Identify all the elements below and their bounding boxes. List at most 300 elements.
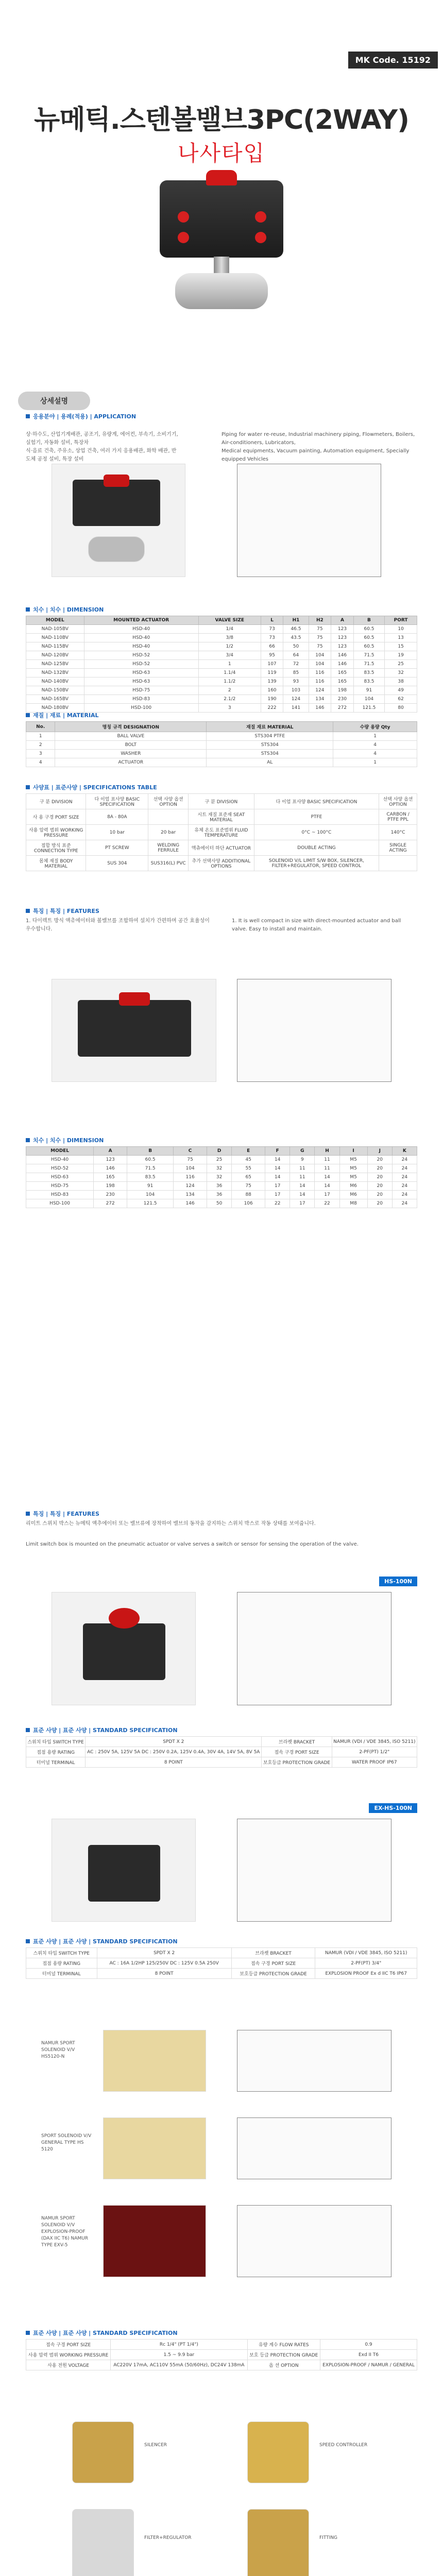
table-header-cell: H2 bbox=[309, 616, 331, 625]
table-cell: 107 bbox=[261, 660, 283, 669]
table-cell: 0°C ~ 100°C bbox=[254, 825, 379, 840]
table-cell: EXPLOSION PROOF Ex d IIC T6 IP67 bbox=[315, 1969, 417, 1979]
table-cell: 14 bbox=[290, 1182, 315, 1191]
actuator-drawing bbox=[237, 979, 391, 1082]
table-cell: 60.5 bbox=[353, 625, 384, 634]
table-cell: 11 bbox=[290, 1173, 315, 1182]
table-header-cell: MOUNTED ACTUATOR bbox=[84, 616, 198, 625]
table-cell: 접속 구경 PORT SIZE bbox=[262, 1747, 332, 1757]
table-cell: 116 bbox=[309, 669, 331, 677]
table-cell: 터미널 TERMINAL bbox=[26, 1969, 97, 1979]
table-row bbox=[26, 741, 417, 750]
table-cell: 2-PF(PT) 3/4" bbox=[315, 1958, 417, 1969]
table-cell: 구 분 DIVISION bbox=[189, 794, 254, 809]
table-cell: 165 bbox=[331, 669, 354, 677]
application-heading: 응용분야 | 용례(적용) | APPLICATION bbox=[26, 412, 136, 420]
table-cell: 구 분 DIVISION bbox=[26, 794, 86, 809]
table-header-cell: H1 bbox=[283, 616, 309, 625]
table-cell: 20 bbox=[367, 1199, 392, 1208]
table-cell: 보호 등급 PROTECTION GRADE bbox=[247, 2350, 320, 2360]
table-cell: 14 bbox=[265, 1173, 290, 1182]
table-row bbox=[26, 2350, 417, 2360]
table-row bbox=[26, 1969, 417, 1979]
table-cell: HSD-100 bbox=[26, 1199, 94, 1208]
accessory-photo-2 bbox=[247, 2421, 309, 2483]
table-row bbox=[26, 677, 417, 686]
table-cell: 62 bbox=[385, 695, 417, 704]
spec3-heading: 표준 사양 | 표준 사양 | STANDARD SPECIFICATION bbox=[26, 2329, 178, 2337]
table-cell: 13 bbox=[385, 634, 417, 642]
table-cell: 14 bbox=[315, 1182, 339, 1191]
table-header-cell: A bbox=[331, 616, 354, 625]
dimension2-table bbox=[26, 1146, 417, 1208]
table-cell: 접점 용량 RATING bbox=[26, 1958, 97, 1969]
accessory-photo-1 bbox=[72, 2421, 134, 2483]
table-cell: NAD-140BV bbox=[26, 677, 84, 686]
table-header-cell: E bbox=[232, 1147, 265, 1156]
table-header-cell: MODEL bbox=[26, 1147, 94, 1156]
actuator-body-photo bbox=[78, 1000, 191, 1057]
table-cell: 75 bbox=[309, 634, 331, 642]
table-cell: 2-PF(PT) 1/2" bbox=[332, 1747, 417, 1757]
table-header-cell: MODEL bbox=[26, 616, 84, 625]
table-cell: 134 bbox=[309, 695, 331, 704]
table-cell: NAD-110BV bbox=[26, 634, 84, 642]
table-cell: 85 bbox=[283, 669, 309, 677]
table-cell: NAD-180BV bbox=[26, 704, 84, 713]
features1-ko: 1. 다이렉트 방식 액츄에이터와 볼밸브를 조합하여 설치가 간편하며 공간 효율성이 우수합니다. bbox=[26, 918, 210, 932]
table-cell: DOUBLE ACTING bbox=[254, 840, 379, 856]
actuator-photo-large bbox=[52, 979, 216, 1082]
table-cell: STS304 PTFE bbox=[207, 732, 333, 741]
features1-heading: 특징 | 특징 | FEATURES bbox=[26, 907, 99, 915]
table-cell: M6 bbox=[339, 1182, 367, 1191]
table-cell: NAMUR (VDI / VDE 3845, ISO 5211) bbox=[332, 1737, 417, 1747]
actuator-port-dot bbox=[255, 211, 266, 223]
table-cell: 124 bbox=[283, 695, 309, 704]
table-cell: 272 bbox=[94, 1199, 127, 1208]
table-header-cell: B bbox=[127, 1147, 174, 1156]
table-cell: 15 bbox=[385, 642, 417, 651]
table-cell: WASHER bbox=[55, 750, 207, 758]
table-cell: 11 bbox=[290, 1164, 315, 1173]
table-header-cell: B bbox=[353, 616, 384, 625]
limit1-model-tag: HS-100N bbox=[379, 1577, 417, 1586]
table-cell: 80 bbox=[385, 704, 417, 713]
table-cell: HSD-75 bbox=[84, 686, 198, 695]
table-cell: PT SCREW bbox=[86, 840, 148, 856]
table-cell: 20 bar bbox=[148, 825, 189, 840]
table-cell: 사용 압력 범위 WORKING PRESSURE bbox=[26, 2350, 111, 2360]
table-cell: 60.5 bbox=[353, 642, 384, 651]
table-cell: 사 용 구경 PORT SIZE bbox=[26, 809, 86, 825]
table-cell: M8 bbox=[339, 1199, 367, 1208]
table-header-cell: C bbox=[174, 1147, 207, 1156]
table-cell: 190 bbox=[261, 695, 283, 704]
table-cell: 32 bbox=[207, 1173, 232, 1182]
table-row bbox=[26, 1958, 417, 1969]
limit2-spec-table bbox=[26, 1947, 417, 1979]
table-cell: 3 bbox=[26, 750, 55, 758]
table-cell: 38 bbox=[385, 677, 417, 686]
table-row bbox=[26, 634, 417, 642]
explosion-proof-switch-photo bbox=[52, 1819, 196, 1922]
spec3-table bbox=[26, 2339, 417, 2370]
table-header-cell: K bbox=[392, 1147, 417, 1156]
accessory-label-1: SILENCER bbox=[144, 2443, 167, 2448]
table-cell: 17 bbox=[290, 1199, 315, 1208]
table-header-cell: D bbox=[207, 1147, 232, 1156]
table-cell: SPDT X 2 bbox=[97, 1948, 231, 1958]
solenoid-drawing-2 bbox=[237, 2117, 391, 2179]
table-cell: 140°C bbox=[379, 825, 417, 840]
table-cell: SUS 304 bbox=[86, 856, 148, 871]
table-cell: 124 bbox=[174, 1182, 207, 1191]
table-cell: 75 bbox=[309, 625, 331, 634]
table-cell: 104 bbox=[174, 1164, 207, 1173]
table-cell: 119 bbox=[261, 669, 283, 677]
table-cell: 116 bbox=[309, 677, 331, 686]
table-row bbox=[26, 660, 417, 669]
table-cell: 3/4 bbox=[198, 651, 261, 660]
table-cell: 71.5 bbox=[353, 651, 384, 660]
table-cell: NAD-120BV bbox=[26, 651, 84, 660]
table-cell: 1/2 bbox=[198, 642, 261, 651]
table-cell: 1.5 ~ 9.9 bar bbox=[111, 2350, 247, 2360]
table-cell: 옵 션 OPTION bbox=[247, 2360, 320, 2370]
table-cell: 추가 선택사양 ADDITIONAL OPTIONS bbox=[189, 856, 254, 871]
table-cell: 146 bbox=[94, 1164, 127, 1173]
table-row bbox=[26, 642, 417, 651]
detail-section-label: 상세설명 bbox=[18, 392, 90, 410]
table-cell: BOLT bbox=[55, 741, 207, 750]
table-cell: 14 bbox=[265, 1164, 290, 1173]
accessory-label-2: SPEED CONTROLLER bbox=[319, 2443, 368, 2448]
table-cell: 2 bbox=[198, 686, 261, 695]
table-cell: 스위치 타입 SWITCH TYPE bbox=[26, 1737, 86, 1747]
table-cell: 104 bbox=[353, 695, 384, 704]
table-cell: M6 bbox=[339, 1191, 367, 1199]
accessory-photo-3 bbox=[72, 2509, 134, 2576]
table-cell: 123 bbox=[331, 634, 354, 642]
table-cell: 146 bbox=[309, 704, 331, 713]
table-cell: HSD-40 bbox=[26, 1156, 94, 1164]
table-header-cell: No. bbox=[26, 722, 55, 732]
table-cell: 24 bbox=[392, 1164, 417, 1173]
solenoid-label-1: NAMUR SPORT SOLENOID V/V HS5120-N bbox=[41, 2041, 75, 2059]
table-cell: 123 bbox=[331, 642, 354, 651]
table-cell: HSD-52 bbox=[26, 1164, 94, 1173]
table-cell: 230 bbox=[331, 695, 354, 704]
table-cell: NAD-125BV bbox=[26, 660, 84, 669]
table-row bbox=[26, 625, 417, 634]
limit-switch-indicator bbox=[109, 1608, 140, 1629]
table-cell: 접속 구경 PORT SIZE bbox=[231, 1958, 315, 1969]
table-cell: 106 bbox=[232, 1199, 265, 1208]
solenoid-photo-1 bbox=[103, 2030, 206, 2092]
table-cell: 터미널 TERMINAL bbox=[26, 1757, 86, 1768]
application-ko bbox=[26, 431, 180, 464]
table-cell: 1 bbox=[333, 758, 417, 767]
limit1-heading: 표준 사양 | 표준 사양 | STANDARD SPECIFICATION bbox=[26, 1726, 178, 1734]
ex-switch-drawing bbox=[237, 1819, 391, 1922]
application-ko-line2: 식·음료 건축, 주유소, 상업 건축, 여러 가지 응용배관, 화학 배관, 반도체 공정 설비, 특장 설비 bbox=[26, 448, 177, 462]
table-cell: HSD-63 bbox=[84, 677, 198, 686]
table-cell: STS304 bbox=[207, 750, 333, 758]
table-cell: 123 bbox=[331, 625, 354, 634]
table-cell: SUS316(L) PVC bbox=[148, 856, 189, 871]
table-cell: AC : 250V 5A, 125V 5A DC : 250V 0.2A, 125V 0.4A, 30V 4A, 14V 5A, 8V 5A bbox=[86, 1747, 262, 1757]
table-cell: 146 bbox=[174, 1199, 207, 1208]
hero-product-image bbox=[129, 170, 314, 325]
table-cell: HSD-40 bbox=[84, 634, 198, 642]
limit1-spec-table bbox=[26, 1736, 417, 1768]
table-header-cell: A bbox=[94, 1147, 127, 1156]
table-cell: 보호등급 PROTECTION GRADE bbox=[262, 1757, 332, 1768]
table-cell: 36 bbox=[207, 1191, 232, 1199]
table-cell: 4 bbox=[333, 750, 417, 758]
table-cell: EXPLOSION-PROOF / NAMUR / GENERAL bbox=[320, 2360, 417, 2370]
table-row bbox=[26, 695, 417, 704]
product-title: 뉴메틱.스텐볼밸브3PC(2WAY) bbox=[34, 105, 409, 135]
table-row bbox=[26, 669, 417, 677]
table-cell: 14 bbox=[315, 1173, 339, 1182]
table-cell: 8 POINT bbox=[86, 1757, 262, 1768]
solenoid-label-2: SPORT SOLENOID V/V GENERAL TYPE HS 5120 bbox=[41, 2133, 92, 2152]
table-cell: SINGLE ACTING bbox=[379, 840, 417, 856]
table-cell: BALL VALVE bbox=[55, 732, 207, 741]
table-cell: 1.1/2 bbox=[198, 677, 261, 686]
table-cell: 93 bbox=[283, 677, 309, 686]
table-cell: 123 bbox=[94, 1156, 127, 1164]
table-cell: 브라켓 BRACKET bbox=[262, 1737, 332, 1747]
table-cell: M5 bbox=[339, 1164, 367, 1173]
table-cell: 32 bbox=[207, 1164, 232, 1173]
table-cell: SPDT X 2 bbox=[86, 1737, 262, 1747]
table-cell: 60.5 bbox=[353, 634, 384, 642]
table-cell: 24 bbox=[392, 1199, 417, 1208]
table-cell: 보호등급 PROTECTION GRADE bbox=[231, 1969, 315, 1979]
table-cell: 103 bbox=[283, 686, 309, 695]
table-cell: 73 bbox=[261, 634, 283, 642]
table-cell: 73 bbox=[261, 625, 283, 634]
table-cell: HSD-52 bbox=[84, 660, 198, 669]
table-cell: 64 bbox=[283, 651, 309, 660]
table-cell: HSD-40 bbox=[84, 625, 198, 634]
application-en bbox=[222, 431, 417, 464]
limit-switch-photo bbox=[52, 1592, 196, 1705]
table-cell: AC : 16A 1/2HP 125/250V DC : 125V 0.5A 250V bbox=[97, 1958, 231, 1969]
solenoid-photo-2 bbox=[103, 2117, 206, 2179]
table-cell: NAD-165BV bbox=[26, 695, 84, 704]
table-cell: 11 bbox=[315, 1156, 339, 1164]
product-subtitle: 나사타입 bbox=[177, 141, 266, 166]
table-cell: 160 bbox=[261, 686, 283, 695]
table-cell: 17 bbox=[265, 1182, 290, 1191]
table-cell: 선택 사양 옵션 OPTION bbox=[148, 794, 189, 809]
table-cell: 104 bbox=[309, 651, 331, 660]
table-cell: WATER PROOF IP67 bbox=[332, 1757, 417, 1768]
table-cell: 121.5 bbox=[127, 1199, 174, 1208]
table-cell: 19 bbox=[385, 651, 417, 660]
table-cell: 사용 전원 VOLTAGE bbox=[26, 2360, 111, 2370]
dimension2-heading: 치수 | 치수 | DIMENSION bbox=[26, 1136, 104, 1144]
table-cell: NAD-150BV bbox=[26, 686, 84, 695]
table-cell: 139 bbox=[261, 677, 283, 686]
table-cell: 104 bbox=[309, 660, 331, 669]
table-cell: 124 bbox=[309, 686, 331, 695]
table-cell: 165 bbox=[331, 677, 354, 686]
table-cell: 다 이엄 표사양 BASIC SPECIFICATION bbox=[254, 794, 379, 809]
table-cell: PTFE bbox=[254, 809, 379, 825]
table-cell: AC220V 17mA, AC110V 55mA (50/60Hz), DC24V 138mA bbox=[111, 2360, 247, 2370]
application-en-line1: Piping for water re-reuse, Industrial machinery piping, Flowmeters, Boilers, Air-conditioners, Lubricators, bbox=[222, 432, 415, 446]
table-header-cell: 재질 재료 MATERIAL bbox=[207, 722, 333, 732]
solenoid-drawing-1 bbox=[237, 2030, 391, 2092]
table-cell: 198 bbox=[94, 1182, 127, 1191]
table-cell: 10 bbox=[385, 625, 417, 634]
material-heading: 재질 | 재료 | MATERIAL bbox=[26, 711, 99, 719]
table-cell: 32 bbox=[385, 669, 417, 677]
solenoid-label-3: NAMUR SPORT SOLENOID V/V EXPLOSION-PROOF (DAX IIC T6) NAMUR TYPE EXV-5 bbox=[41, 2216, 89, 2248]
actuator-port-dot bbox=[255, 232, 266, 243]
table-cell: 272 bbox=[331, 704, 354, 713]
table-cell: AL bbox=[207, 758, 333, 767]
table-header-cell: 수량 용량 Qty bbox=[333, 722, 417, 732]
table-row bbox=[26, 856, 417, 871]
table-cell: 50 bbox=[207, 1199, 232, 1208]
table-cell: 1 bbox=[333, 732, 417, 741]
limit-switch-body bbox=[83, 1623, 165, 1680]
table-cell: 24 bbox=[392, 1182, 417, 1191]
table-cell: 43.5 bbox=[283, 634, 309, 642]
table-cell: 20 bbox=[367, 1164, 392, 1173]
table-row bbox=[26, 1948, 417, 1958]
table-cell: 24 bbox=[392, 1173, 417, 1182]
table-cell: 1.1/4 bbox=[198, 669, 261, 677]
table-cell: 2.1/2 bbox=[198, 695, 261, 704]
table-cell: HSD-63 bbox=[26, 1173, 94, 1182]
table-cell: ACTUATOR bbox=[55, 758, 207, 767]
table-cell: 36 bbox=[207, 1182, 232, 1191]
table-cell: 0.9 bbox=[320, 2340, 417, 2350]
table-cell: 접점 용량 RATING bbox=[26, 1747, 86, 1757]
table-cell: 20 bbox=[367, 1191, 392, 1199]
table-cell: HSD-52 bbox=[84, 651, 198, 660]
table-cell: 브라켓 BRACKET bbox=[231, 1948, 315, 1958]
table-row bbox=[26, 1191, 417, 1199]
table-row bbox=[26, 750, 417, 758]
solenoid-drawing-3 bbox=[237, 2205, 391, 2277]
product-photo-small bbox=[52, 464, 185, 577]
table-cell: 사용 압력 범위 WORKING PRESSURE bbox=[26, 825, 86, 840]
table-cell bbox=[148, 809, 189, 825]
dimension1-heading: 치수 | 치수 | DIMENSION bbox=[26, 605, 104, 614]
actuator-port-dot bbox=[178, 211, 189, 223]
table-row bbox=[26, 758, 417, 767]
table-cell: 83.5 bbox=[127, 1173, 174, 1182]
table-row bbox=[26, 809, 417, 825]
table-cell: 65 bbox=[232, 1173, 265, 1182]
table-cell: 198 bbox=[331, 686, 354, 695]
table-cell: CARBON / PTFE PPL bbox=[379, 809, 417, 825]
table-header-cell: G bbox=[290, 1147, 315, 1156]
table-header-cell: 명칭 규격 DESIGNATION bbox=[55, 722, 207, 732]
table-cell: 11 bbox=[315, 1164, 339, 1173]
table-cell: 24 bbox=[392, 1191, 417, 1199]
table-cell: 83.5 bbox=[353, 669, 384, 677]
limit2-model-tag: EX-HS-100N bbox=[369, 1803, 417, 1813]
table-cell: 4 bbox=[26, 758, 55, 767]
table-cell: 17 bbox=[265, 1191, 290, 1199]
table-cell: 91 bbox=[127, 1182, 174, 1191]
actuator-indicator bbox=[206, 170, 237, 185]
table-cell: M5 bbox=[339, 1156, 367, 1164]
table-cell: 20 bbox=[367, 1173, 392, 1182]
table-header-cell: F bbox=[265, 1147, 290, 1156]
table-cell: 46.5 bbox=[283, 625, 309, 634]
table-cell: 1 bbox=[198, 660, 261, 669]
table-cell: SOLENOID V/L LIMIT S/W BOX, SILENCER, FILTER+REGULATOR, SPEED CONTROL bbox=[254, 856, 379, 871]
table-cell: 스위치 타입 SWITCH TYPE bbox=[26, 1948, 97, 1958]
table-cell: 액츄에이터 하단 ACTUATOR bbox=[189, 840, 254, 856]
table-header-cell: H bbox=[315, 1147, 339, 1156]
table-cell: 17 bbox=[315, 1191, 339, 1199]
table-cell: 165 bbox=[94, 1173, 127, 1182]
features2-ko: 리미트 스위치 박스는 뉴메틱 액추에이터 또는 밸브류에 장착하여 밸브의 동작을 감지하는 스위치 박스로 작동 상태를 보여줍니다. bbox=[26, 1521, 316, 1527]
table-cell: 75 bbox=[174, 1156, 207, 1164]
table-cell: 72 bbox=[283, 660, 309, 669]
table-cell: STS304 bbox=[207, 741, 333, 750]
table-cell: NAMUR (VDI / VDE 3845, ISO 5211) bbox=[315, 1948, 417, 1958]
application-en-line2: Medical equipments, Vacuum painting, Automation equipment, Specially equipped Vehicles bbox=[222, 448, 410, 462]
table-cell: 71.5 bbox=[127, 1164, 174, 1173]
features2-en: Limit switch box is mounted on the pneumatic actuator or valve serves a switch or sensor for sensing the operation of the valve. bbox=[26, 1541, 359, 1547]
table-cell: 3/8 bbox=[198, 634, 261, 642]
table-row bbox=[26, 794, 417, 809]
solenoid-photo-3 bbox=[103, 2205, 206, 2277]
table-row bbox=[26, 1156, 417, 1164]
table-cell: WELDING FERRULE bbox=[148, 840, 189, 856]
table-row bbox=[26, 2340, 417, 2350]
table-cell: HSD-83 bbox=[84, 695, 198, 704]
table-cell: 14 bbox=[290, 1191, 315, 1199]
table-cell: 시트 재질 표준재 SEAT MATERIAL bbox=[189, 809, 254, 825]
mk-code-badge: MK Code. 15192 bbox=[348, 52, 438, 69]
table-cell: 45 bbox=[232, 1156, 265, 1164]
table-row bbox=[26, 840, 417, 856]
dimension-drawing bbox=[237, 464, 381, 577]
table-cell: HSD-75 bbox=[26, 1182, 94, 1191]
table-cell: 20 bbox=[367, 1182, 392, 1191]
table-cell: 71.5 bbox=[353, 660, 384, 669]
table-cell: 1 bbox=[26, 732, 55, 741]
table-row bbox=[26, 1757, 417, 1768]
table-cell: 141 bbox=[283, 704, 309, 713]
table-cell: 25 bbox=[207, 1156, 232, 1164]
table-row bbox=[26, 1164, 417, 1173]
table-cell: NAD-105BV bbox=[26, 625, 84, 634]
table-cell: 222 bbox=[261, 704, 283, 713]
indicator-photo bbox=[104, 474, 129, 487]
limit2-heading: 표준 사양 | 표준 사양 | STANDARD SPECIFICATION bbox=[26, 1937, 178, 1945]
accessory-label-4: FITTING bbox=[319, 2535, 338, 2540]
table-cell: 14 bbox=[265, 1156, 290, 1164]
dimension1-table bbox=[26, 616, 417, 713]
features2-heading: 특징 | 특징 | FEATURES bbox=[26, 1510, 99, 1518]
accessory-label-3: FILTER+REGULATOR bbox=[144, 2535, 192, 2540]
table-cell: 8 POINT bbox=[97, 1969, 231, 1979]
